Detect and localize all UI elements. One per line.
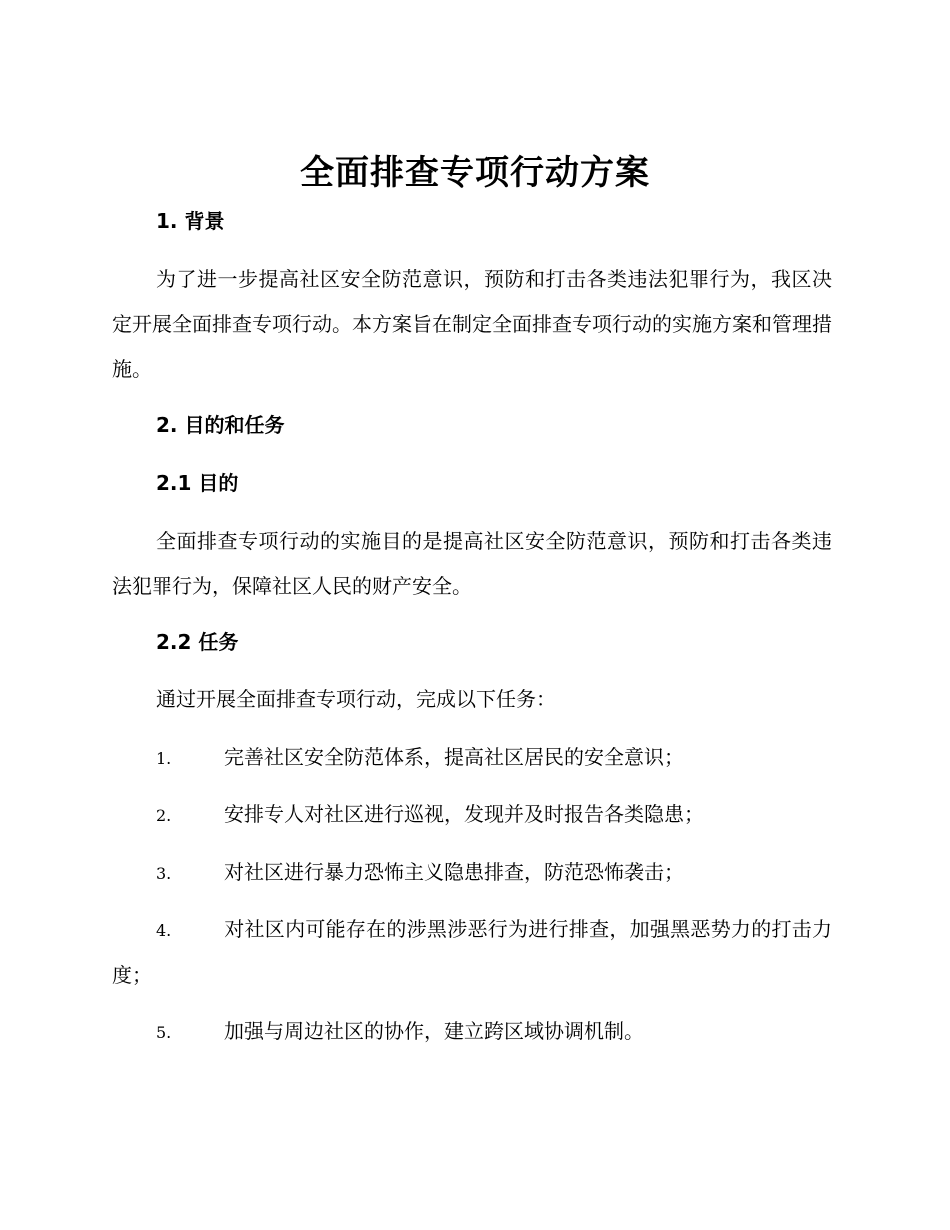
list-number: 3. (156, 864, 172, 883)
list-number: 1. (156, 749, 172, 768)
document-title: 全面排查专项行动方案 (300, 153, 650, 193)
list-item-text: 完善社区安全防范体系，提高社区居民的安全意识； (224, 745, 684, 769)
purpose-paragraph: 全面排查专项行动的实施目的是提高社区安全防范意识，预防和打击各类违法犯罪行为，保障社区人民的财产安全。 (112, 529, 832, 598)
section-heading-background: 1. 背景 (156, 209, 225, 233)
list-item-text: 对社区内可能存在的涉黑涉恶行为进行排查，加强黑恶势力的打击力度； (112, 917, 832, 987)
list-item-text: 对社区进行暴力恐怖主义隐患排查，防范恐怖袭击； (224, 860, 684, 884)
background-paragraph: 为了进一步提高社区安全防范意识，预防和打击各类违法犯罪行为，我区决定开展全面排查专项行动。本方案旨在制定全面排查专项行动的实施方案和管理措施。 (112, 267, 832, 381)
task-list-item (112, 1009, 832, 1055)
tasks-intro: 通过开展全面排查专项行动，完成以下任务： (156, 687, 556, 711)
task-list-item (112, 792, 832, 838)
list-number: 5. (156, 1023, 172, 1042)
section-heading-tasks: 2.2 任务 (156, 630, 239, 654)
list-item-text: 安排专人对社区进行巡视，发现并及时报告各类隐患； (224, 802, 704, 826)
task-list-item (112, 735, 832, 781)
section-heading-purpose: 2.1 目的 (156, 471, 239, 495)
list-number: 2. (156, 806, 172, 825)
task-list-item (112, 850, 832, 896)
list-number: 4. (156, 921, 172, 940)
list-item-text: 加强与周边社区的协作，建立跨区域协调机制。 (224, 1019, 644, 1043)
section-heading-goals-tasks: 2. 目的和任务 (156, 413, 285, 437)
task-list-item (112, 907, 832, 998)
